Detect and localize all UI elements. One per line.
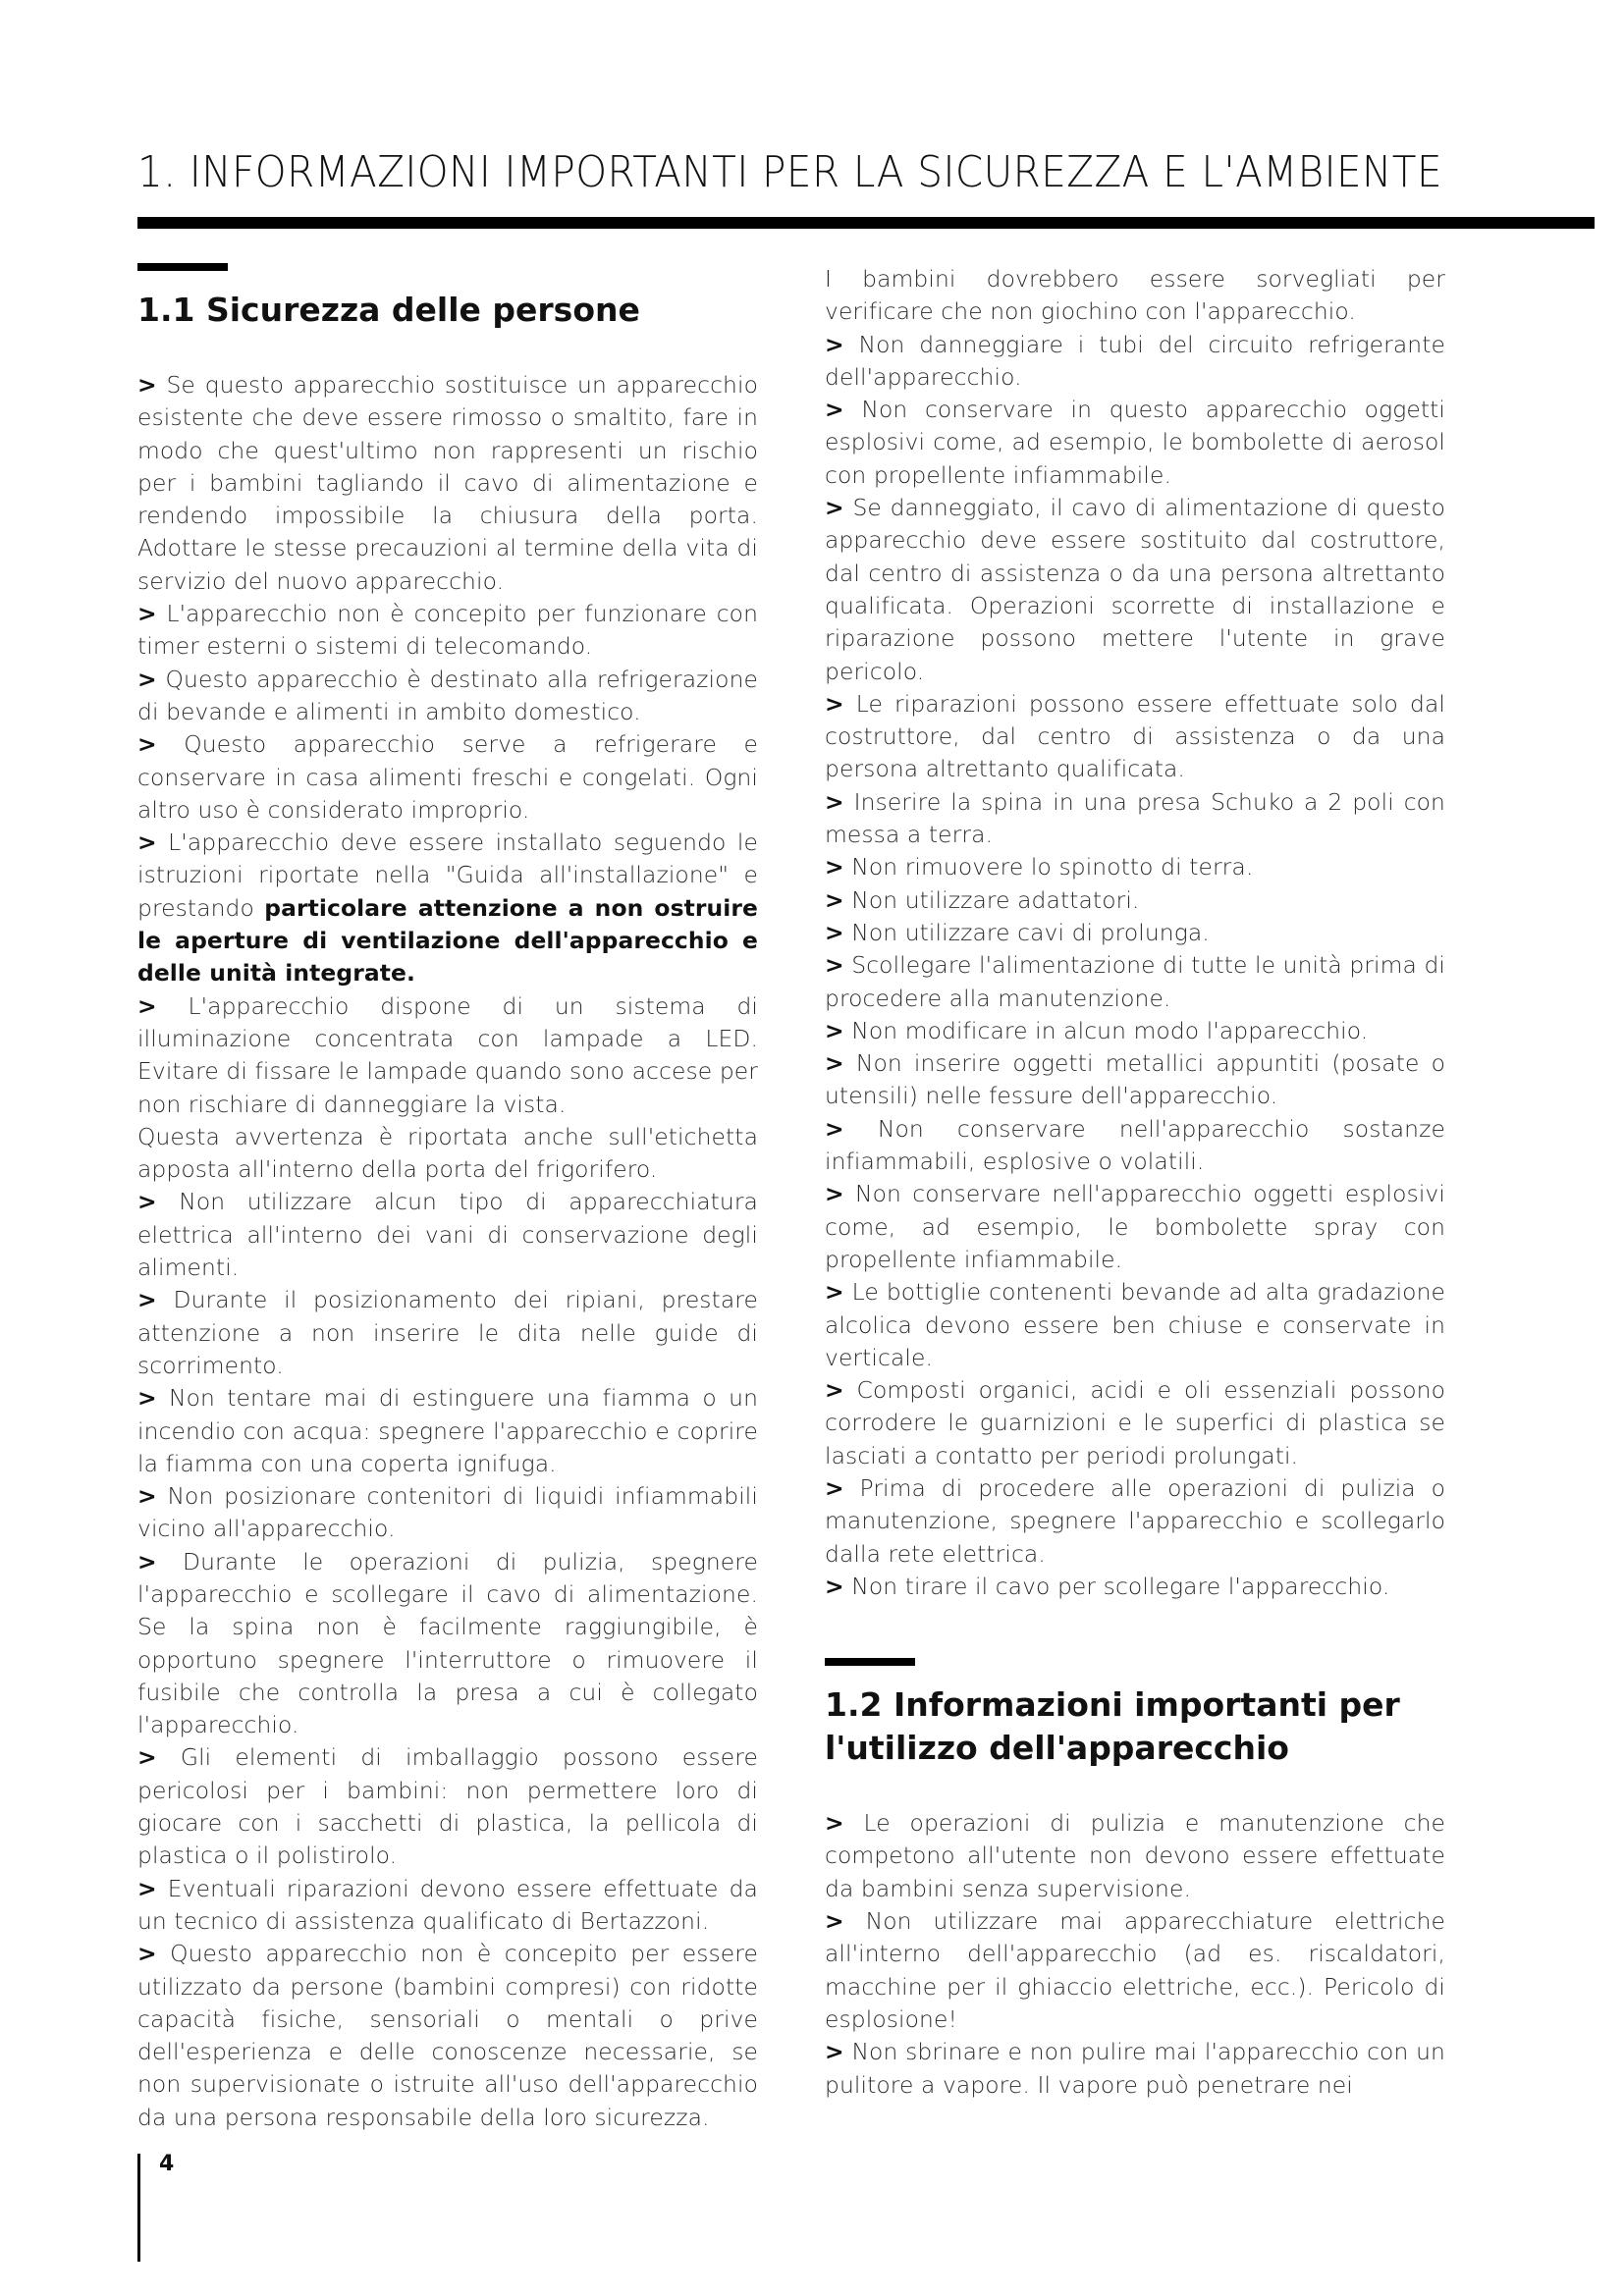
paragraph: > L'apparecchio dispone di un sistema di illuminazione concentrata con lampade a LED. Evitare di fissare le lampade quando sono accese per non rischiare di danneggiare la vista.	[137, 991, 758, 1118]
bullet-marker: >	[825, 1180, 844, 1208]
paragraph: > Non conservare nell'apparecchio oggetti esplosivi come, ad esempio, le bombolette spray con propellente infiammabile.	[825, 1180, 1445, 1273]
paragraph: > Non utilizzare mai apparecchiature elettriche all'interno dell'apparecchio (ad es. riscaldatori, macchine per il ghiaccio elettriche, ecc.). Pericolo di esplosione!	[825, 1907, 1445, 2033]
paragraph: > Non posizionare contenitori di liquidi infiammabili vicino all'apparecchio.	[137, 1482, 758, 1543]
bullet-marker: >	[825, 951, 844, 980]
bullet-marker: >	[825, 787, 844, 816]
paragraph: > Prima di procedere alle operazioni di pulizia o manutenzione, spegnere l'apparecchio e scollegarlo dalla rete elettrica.	[825, 1473, 1445, 1568]
bullet-marker: >	[825, 1278, 844, 1307]
bullet-marker: >	[137, 1547, 157, 1575]
bullet-marker: >	[137, 991, 157, 1020]
paragraph: > Se danneggiato, il cavo di alimentazione di questo apparecchio deve essere sostituito dal costruttore, dal centro di assistenza o da una persona altrettanto qualificata. Operazioni scorrette di installazione e riparazione possono mettere l'utente in grave pericolo.	[825, 494, 1445, 685]
paragraph: > Le riparazioni possono essere effettuate solo dal costruttore, dal centro di assistenza o da una persona altrettanto qualificata.	[825, 689, 1445, 783]
bullet-marker: >	[825, 330, 844, 358]
bold-warning: particolare attenzione a non ostruire le aperture di ventilazione dell'apparecchio e delle unità integrate.	[137, 893, 758, 988]
paragraph: > Le operazioni di pulizia e manutenzione che competono all'utente non devono essere effettuate da bambini senza supervisione.	[825, 1809, 1445, 1902]
bullet-marker: >	[137, 1940, 157, 1968]
paragraph: > Non tentare mai di estinguere una fiamma o un incendio con acqua: spegnere l'apparecchio e coprire la fiamma con una coperta ignifuga.	[137, 1384, 758, 1477]
bullet-marker: >	[137, 371, 157, 399]
bullet-marker: >	[825, 689, 844, 718]
bullet-marker: >	[825, 494, 844, 522]
bullet-marker: >	[825, 396, 844, 424]
bullet-marker: >	[137, 1482, 157, 1511]
paragraph: > Non tirare il cavo per scollegare l'apparecchio.	[825, 1572, 1390, 1600]
paragraph: > Non utilizzare adattatori.	[825, 885, 1140, 914]
bullet-marker: >	[137, 1743, 157, 1772]
section-1-bar	[137, 263, 228, 271]
left-column	[137, 263, 758, 2134]
paragraph: > Composti organici, acidi e oli essenziali possono corrodere le guarnizioni e le superfici di plastica se lasciati a contatto per periodi prolungati.	[825, 1376, 1445, 1469]
paragraph: > Se questo apparecchio sostituisce un apparecchio esistente che deve essere rimosso o smaltito, fare in modo che quest'ultimo non rappresenti un rischio per i bambini tagliando il cavo di alimentazione e rendendo impossibile la chiusura della porta. Adottare le stesse precauzioni al termine della vita di servizio del nuovo apparecchio.	[137, 371, 758, 595]
bullet-marker: >	[825, 2038, 844, 2066]
paragraph: > Non utilizzare cavi di prolunga.	[825, 918, 1210, 946]
paragraph: > Durante le operazioni di pulizia, spegnere l'apparecchio e scollegare il cavo di alimentazione. Se la spina non è facilmente raggiungibile, è opportuno spegnere l'interruttore o rimuovere il fusibile che controlla la presa a cui è collegato l'apparecchio.	[137, 1547, 758, 1739]
paragraph: > Non utilizzare alcun tipo di apparecchiatura elettrica all'interno dei vani di conservazione degli alimenti.	[137, 1188, 758, 1282]
section-2	[825, 1658, 1445, 2102]
bullet-marker: >	[137, 1188, 157, 1216]
paragraph: > Non modificare in alcun modo l'apparecchio.	[825, 1016, 1369, 1044]
bullet-marker: >	[137, 1874, 157, 1902]
bullet-marker: >	[137, 1384, 157, 1413]
section-2-bar	[825, 1658, 915, 1666]
paragraph: > Inserire la spina in una presa Schuko a 2 poli con messa a terra.	[825, 787, 1445, 849]
bullet-marker: >	[825, 1907, 844, 1936]
paragraph: > Eventuali riparazioni devono essere effettuate da un tecnico di assistenza qualificato di Bertazzoni.	[137, 1874, 758, 1935]
paragraph: > Non conservare in questo apparecchio oggetti esplosivi come, ad esempio, le bombolette di aerosol con propellente infiammabile.	[825, 396, 1445, 489]
paragraph: > Non danneggiare i tubi del circuito refrigerante dell'apparecchio.	[825, 330, 1445, 391]
paragraph: > Durante il posizionamento dei ripiani, prestare attenzione a non inserire le dita nelle guide di scorrimento.	[137, 1286, 758, 1379]
right-column	[825, 263, 1445, 2102]
section-1-title: 1.1 Sicurezza delle persone	[137, 291, 640, 329]
paragraph: I bambini dovrebbero essere sorvegliati per verificare che non giochino con l'apparecchio.	[825, 265, 1445, 326]
bullet-marker: >	[137, 828, 157, 857]
paragraph: > Le bottiglie contenenti bevande ad alta gradazione alcolica devono essere ben chiuse e conservate in verticale.	[825, 1278, 1445, 1371]
bullet-marker: >	[137, 665, 157, 693]
section-2-title: 1.2 Informazioni importanti per l'utilizzo dell'apparecchio	[825, 1685, 1400, 1768]
bullet-marker: >	[137, 1286, 157, 1314]
paragraph: > Non sbrinare e non pulire mai l'apparecchio con un pulitore a vapore. Il vapore può penetrare nei	[825, 2038, 1445, 2099]
bullet-marker: >	[825, 1376, 844, 1405]
bullet-marker: >	[825, 1473, 844, 1502]
paragraph: > L'apparecchio deve essere installato seguendo le istruzioni riportate nella "Guida all'installazione" e prestando particolare attenzione a non ostruire le aperture di ventilazione dell'apparecchio e delle unità integrate.	[137, 828, 758, 988]
paragraph: > L'apparecchio non è concepito per funzionare con timer esterni o sistemi di telecomando.	[137, 600, 758, 661]
title-rule	[137, 217, 1595, 229]
paragraph: > Non inserire oggetti metallici appuntiti (posate o utensili) nelle fessure dell'apparecchio.	[825, 1049, 1445, 1110]
bullet-marker: >	[825, 885, 844, 914]
page-number: 4	[159, 2152, 175, 2176]
bullet-marker: >	[825, 1572, 844, 1600]
bullet-marker: >	[825, 1114, 844, 1143]
paragraph: > Non conservare nell'apparecchio sostanze infiammabili, esplosive o volatili.	[825, 1114, 1445, 1176]
bullet-marker: >	[137, 600, 157, 628]
paragraph: > Gli elementi di imballaggio possono essere pericolosi per i bambini: non permettere loro di giocare con i sacchetti di plastica, la pellicola di plastica o il polistirolo.	[137, 1743, 758, 1870]
bullet-marker: >	[825, 1049, 844, 1078]
bullet-marker: >	[825, 918, 844, 946]
paragraph: > Questo apparecchio non è concepito per essere utilizzato da persone (bambini compresi) con ridotte capacità fisiche, sensoriali o mentali o prive dell'esperienza e delle conoscenze necessarie, se non supervisionate o istruite all'uso dell'apparecchio da una persona responsabile della loro sicurezza.	[137, 1940, 758, 2131]
page-number-rule	[137, 2154, 140, 2262]
bullet-marker: >	[825, 853, 844, 881]
bullet-marker: >	[137, 730, 157, 759]
bullet-marker: >	[825, 1016, 844, 1044]
paragraph: > Scollegare l'alimentazione di tutte le unità prima di procedere alla manutenzione.	[825, 951, 1445, 1012]
paragraph: > Non rimuovere lo spinotto di terra.	[825, 853, 1254, 881]
paragraph: > Questo apparecchio serve a refrigerare e conservare in casa alimenti freschi e congelati. Ogni altro uso è considerato improprio.	[137, 730, 758, 824]
paragraph: Questa avvertenza è riportata anche sull'etichetta apposta all'interno della porta del frigorifero.	[137, 1122, 758, 1184]
paragraph: > Questo apparecchio è destinato alla refrigerazione di bevande e alimenti in ambito domestico.	[137, 665, 758, 725]
page-title: 1. INFORMAZIONI IMPORTANTI PER LA SICUREZZA E L'AMBIENTE	[137, 147, 1443, 197]
bullet-marker: >	[825, 1809, 844, 1838]
